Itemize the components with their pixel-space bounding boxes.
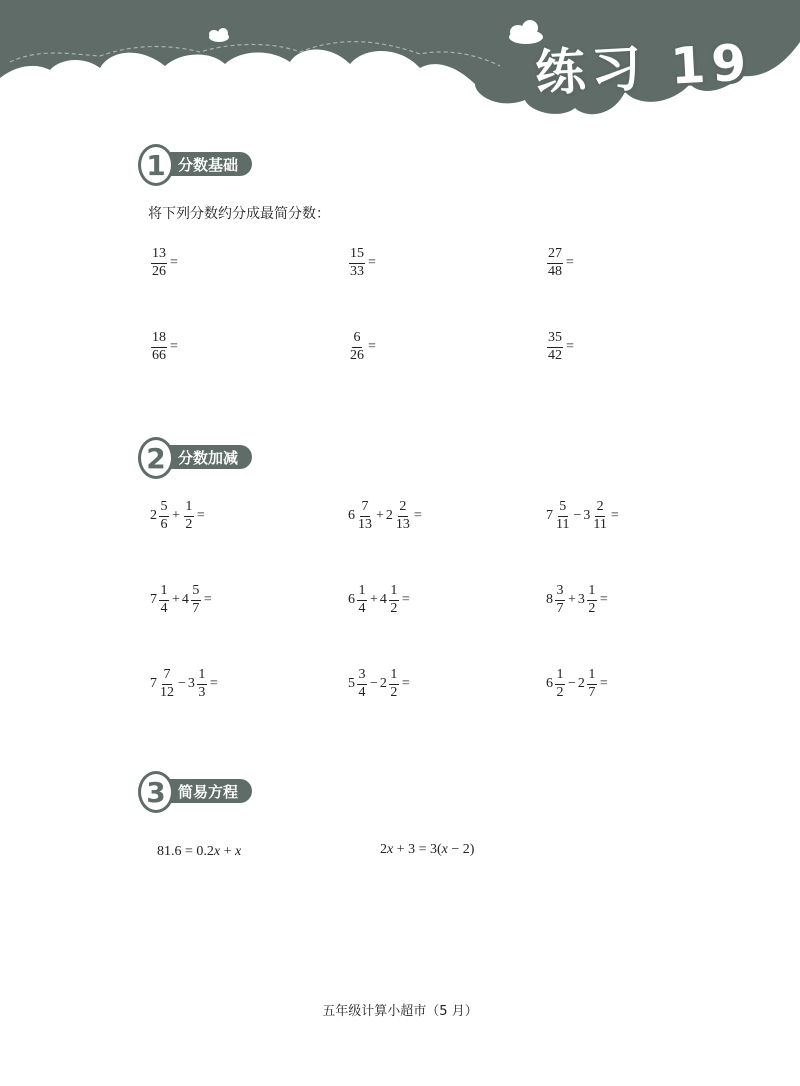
reduce-problem: $\frac{35}{42}$ = [548, 330, 574, 363]
mixed-number-problem: 7 $\frac{1}{4}$ + 4 $\frac{5}{7}$ = [150, 583, 212, 616]
equation-problem: 2x + 3 = 3(x − 2) [380, 842, 475, 857]
mixed-number-problem: 6 $\frac{1}{4}$ + 4 $\frac{1}{2}$ = [348, 583, 410, 616]
section-number: 3 [138, 771, 174, 813]
page-title: 练习 19 [533, 33, 754, 103]
reduce-problem: $\frac{6}{26}$ = [350, 330, 376, 363]
section-number: 1 [138, 144, 174, 186]
reduce-problem: $\frac{18}{66}$ = [152, 330, 178, 363]
reduce-problem: $\frac{27}{48}$ = [548, 246, 574, 279]
mixed-number-problem: 5 $\frac{3}{4}$ − 2 $\frac{1}{2}$ = [348, 667, 410, 700]
mixed-number-problem: 8 $\frac{3}{7}$ + 3 $\frac{1}{2}$ = [546, 583, 608, 616]
reduce-problem: $\frac{13}{26}$ = [152, 246, 178, 279]
section-label: 分数加减 [152, 445, 252, 469]
section-label: 分数基础 [152, 152, 252, 176]
footer-text: 五年级计算小超市（5 月） [322, 1004, 478, 1019]
mixed-number-problem: 7 $\frac{5}{11}$ − 3 $\frac{2}{11}$ = [546, 499, 619, 532]
mixed-number-problem: 6 $\frac{1}{2}$ − 2 $\frac{1}{7}$ = [546, 667, 608, 700]
section-number: 2 [138, 437, 174, 479]
reduce-problem: $\frac{15}{33}$ = [350, 246, 376, 279]
instruction-text: 将下列分数约分成最简分数： [148, 206, 330, 222]
equation-problem: 81.6 = 0.2x + x [157, 844, 242, 859]
mixed-number-problem: 2 $\frac{5}{6}$ + $\frac{1}{2}$ = [150, 499, 205, 532]
section-label: 简易方程 [152, 779, 252, 803]
mixed-number-problem: 7 $\frac{7}{12}$ − 3 $\frac{1}{3}$ = [150, 667, 218, 700]
mixed-number-problem: 6 $\frac{7}{13}$ + 2 $\frac{2}{13}$ = [348, 499, 422, 532]
